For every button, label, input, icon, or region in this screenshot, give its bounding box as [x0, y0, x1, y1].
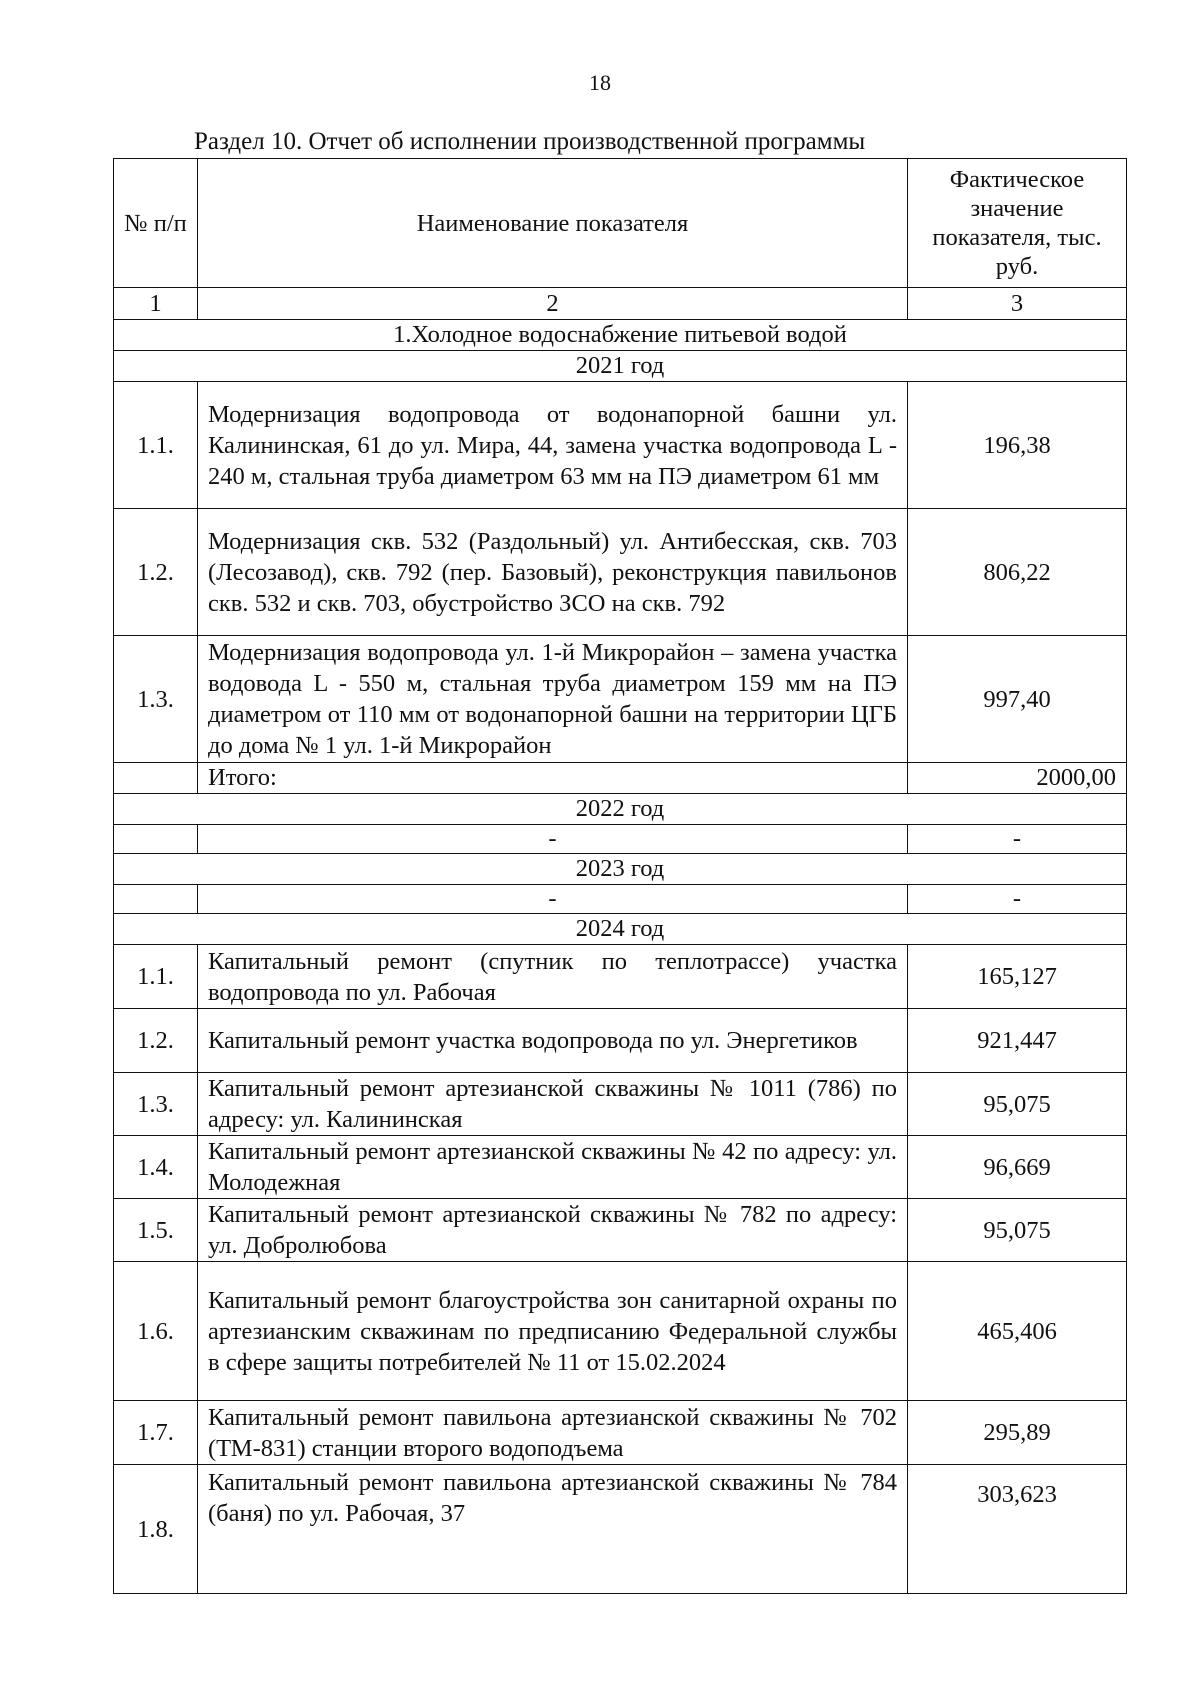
- column-index-row: [114, 288, 1127, 320]
- column-index-2: 2: [198, 288, 908, 320]
- row-number: 1.3.: [114, 636, 198, 763]
- column-index-3: 3: [908, 288, 1127, 320]
- year-heading-2024: 2024 год: [114, 914, 1127, 945]
- table-header-row: [114, 159, 1127, 288]
- row-description: -: [198, 885, 908, 914]
- row-description: Капитальный ремонт участка водопровода по ул. Энергетиков: [198, 1009, 908, 1073]
- row-description: Модернизация водопровода ул. 1-й Микрорайон – замена участка водовода L - 550 м, стальная труба диаметром 159 мм на ПЭ диаметром от 110 мм от водонапорной башни на территории ЦГБ до дома № 1 ул. 1-й Микрорайон: [198, 636, 908, 763]
- year-heading-row: [114, 794, 1127, 825]
- row-value: 96,669: [908, 1136, 1127, 1199]
- row-number: 1.3.: [114, 1073, 198, 1136]
- header-col-value: Фактическое значение показателя, тыс. руб.: [908, 159, 1127, 288]
- row-number: 1.1.: [114, 945, 198, 1009]
- row-value: 295,89: [908, 1401, 1127, 1465]
- row-number: 1.4.: [114, 1136, 198, 1199]
- row-description: Капитальный ремонт артезианской скважины № 1011 (786) по адресу: ул. Калининская: [198, 1073, 908, 1136]
- row-value: -: [908, 825, 1127, 854]
- total-empty-cell: [114, 763, 198, 794]
- row-description: Капитальный ремонт благоустройства зон санитарной охраны по артезианским скважинам по предписанию Федеральной службы в сфере защиты потребителей № 11 от 15.02.2024: [198, 1262, 908, 1401]
- row-number: 1.8.: [114, 1465, 198, 1594]
- table-row: [114, 1073, 1127, 1136]
- row-value: 303,623: [908, 1465, 1127, 1594]
- column-index-1: 1: [114, 288, 198, 320]
- row-value: 465,406: [908, 1262, 1127, 1401]
- row-number: [114, 885, 198, 914]
- row-value: 806,22: [908, 509, 1127, 636]
- row-description: Модернизация водопровода от водонапорной башни ул. Калининская, 61 до ул. Мира, 44, замена участка водопровода L - 240 м, стальная труба диаметром 63 мм на ПЭ диаметром 61 мм: [198, 382, 908, 509]
- year-heading-2021: 2021 год: [114, 351, 1127, 382]
- empty-year-row: [114, 825, 1127, 854]
- table-row: [114, 1262, 1127, 1401]
- row-value: 95,075: [908, 1199, 1127, 1262]
- table-row: [114, 1199, 1127, 1262]
- row-description: Капитальный ремонт павильона артезианской скважины № 702 (ТМ-831) станции второго водоподъема: [198, 1401, 908, 1465]
- year-heading-row: [114, 914, 1127, 945]
- year-heading-row: [114, 351, 1127, 382]
- row-number: 1.6.: [114, 1262, 198, 1401]
- total-row: [114, 763, 1127, 794]
- page-number-text: 18: [589, 70, 611, 95]
- row-number: 1.1.: [114, 382, 198, 509]
- row-number: 1.2.: [114, 1009, 198, 1073]
- header-col-number: № п/п: [114, 159, 198, 288]
- year-heading-row: [114, 854, 1127, 885]
- row-number: 1.5.: [114, 1199, 198, 1262]
- row-value: 165,127: [908, 945, 1127, 1009]
- row-value: 95,075: [908, 1073, 1127, 1136]
- row-number: [114, 825, 198, 854]
- table-row: [114, 509, 1127, 636]
- section-heading-row: [114, 320, 1127, 351]
- row-value: 196,38: [908, 382, 1127, 509]
- row-value: 997,40: [908, 636, 1127, 763]
- row-description: Капитальный ремонт артезианской скважины № 42 по адресу: ул. Молодежная: [198, 1136, 908, 1199]
- row-description: -: [198, 825, 908, 854]
- page-number: [0, 70, 1200, 96]
- table-row: [114, 382, 1127, 509]
- total-value: 2000,00: [908, 763, 1127, 794]
- row-description: Модернизация скв. 532 (Раздольный) ул. Антибесская, скв. 703 (Лесозавод), скв. 792 (пер. Базовый), реконструкция павильонов скв. 532 и скв. 703, обустройство ЗСО на скв. 792: [198, 509, 908, 636]
- section-heading: 1.Холодное водоснабжение питьевой водой: [114, 320, 1127, 351]
- row-description: Капитальный ремонт (спутник по теплотрассе) участка водопровода по ул. Рабочая: [198, 945, 908, 1009]
- year-heading-2023: 2023 год: [114, 854, 1127, 885]
- total-label: Итого:: [198, 763, 908, 794]
- row-number: 1.2.: [114, 509, 198, 636]
- table-row: [114, 1136, 1127, 1199]
- table-row: [114, 1009, 1127, 1073]
- table-row: [114, 1401, 1127, 1465]
- table-row: [114, 945, 1127, 1009]
- report-table: [113, 158, 1127, 1594]
- table-row: [114, 636, 1127, 763]
- row-description: Капитальный ремонт артезианской скважины № 782 по адресу: ул. Добролюбова: [198, 1199, 908, 1262]
- row-value: -: [908, 885, 1127, 914]
- year-heading-2022: 2022 год: [114, 794, 1127, 825]
- row-value: 921,447: [908, 1009, 1127, 1073]
- row-number: 1.7.: [114, 1401, 198, 1465]
- table-row: [114, 1465, 1127, 1594]
- section-title: Раздел 10. Отчет об исполнении производственной программы: [194, 128, 866, 155]
- empty-year-row: [114, 885, 1127, 914]
- row-description: Капитальный ремонт павильона артезианской скважины № 784 (баня) по ул. Рабочая, 37: [198, 1465, 908, 1594]
- header-col-name: Наименование показателя: [198, 159, 908, 288]
